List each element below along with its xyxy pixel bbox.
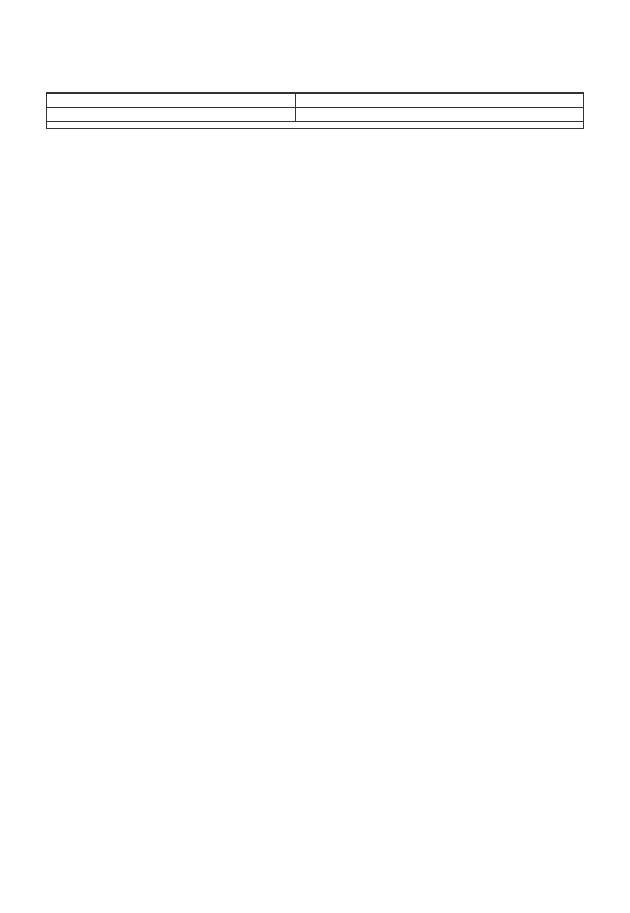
table-2p [46, 92, 584, 129]
table-cell-layers [47, 108, 296, 122]
table-row [47, 108, 584, 122]
table-footer-cell [47, 122, 584, 129]
table-row [47, 94, 584, 108]
table-footer-row [47, 122, 584, 129]
document-body [46, 80, 584, 139]
table-cell-layers [47, 94, 296, 108]
table-cell-procedure [296, 108, 584, 122]
table-cell-procedure [296, 94, 584, 108]
